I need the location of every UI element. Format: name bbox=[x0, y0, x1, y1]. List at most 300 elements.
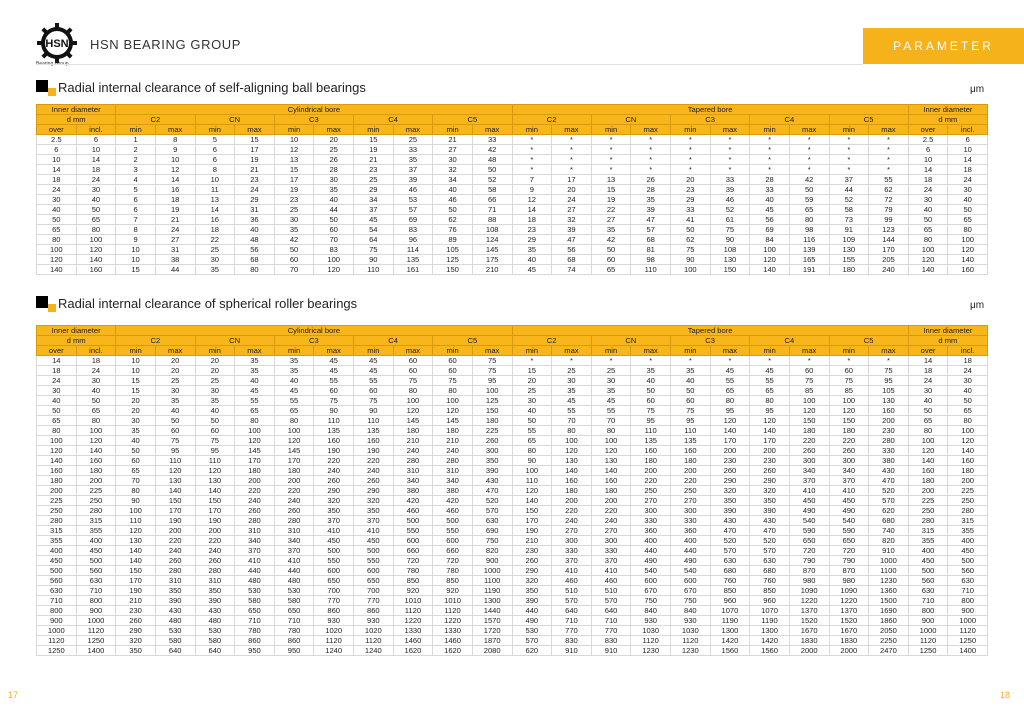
header-cell: C3 bbox=[671, 336, 750, 346]
header-cell: max bbox=[472, 346, 512, 356]
table-cell: 1000 bbox=[869, 556, 909, 566]
table-cell: 2050 bbox=[869, 626, 909, 636]
table-cell: 80 bbox=[37, 235, 77, 245]
table-cell: 780 bbox=[235, 626, 275, 636]
table-cell: 35 bbox=[274, 366, 314, 376]
table-cell: 62 bbox=[433, 215, 473, 225]
table-cell: 130 bbox=[869, 396, 909, 406]
table-cell: 130 bbox=[116, 536, 156, 546]
table-cell: 250 bbox=[948, 496, 988, 506]
table-cell: 1250 bbox=[37, 646, 77, 656]
table-cell: 135 bbox=[314, 426, 354, 436]
table-cell: 500 bbox=[393, 516, 433, 526]
table-cell: 20 bbox=[512, 376, 552, 386]
table-cell: 80 bbox=[948, 416, 988, 426]
table-cell: 450 bbox=[908, 556, 948, 566]
header-cell: Tapered bore bbox=[512, 105, 908, 115]
table-cell: 500 bbox=[908, 566, 948, 576]
table-cell: 65 bbox=[908, 225, 948, 235]
table-cell: 68 bbox=[631, 235, 671, 245]
table-cell: 1570 bbox=[472, 616, 512, 626]
table-cell: 420 bbox=[393, 496, 433, 506]
table-cell: 1370 bbox=[829, 606, 869, 616]
table-cell: 660 bbox=[433, 546, 473, 556]
table-cell: 160 bbox=[948, 456, 988, 466]
table-cell: 100 bbox=[948, 426, 988, 436]
table-cell: 200 bbox=[710, 446, 750, 456]
table-cell: 290 bbox=[512, 566, 552, 576]
table2-title: Radial internal clearance of spherical roller bearings bbox=[58, 296, 358, 311]
table-cell: 30 bbox=[591, 376, 631, 386]
table-cell: 30 bbox=[512, 396, 552, 406]
table-cell: 100 bbox=[274, 426, 314, 436]
header-divider bbox=[36, 64, 863, 65]
table-cell: 19 bbox=[274, 185, 314, 195]
table-cell: 33 bbox=[472, 135, 512, 145]
table-cell: 160 bbox=[591, 476, 631, 486]
header-cell: over bbox=[37, 125, 77, 135]
table-cell: 34 bbox=[433, 175, 473, 185]
table-cell: 130 bbox=[591, 456, 631, 466]
table-cell: 1010 bbox=[393, 596, 433, 606]
table-row bbox=[37, 376, 988, 386]
table-cell: 670 bbox=[631, 586, 671, 596]
header-cell: C4 bbox=[354, 115, 433, 125]
table-cell: 25 bbox=[155, 376, 195, 386]
table-cell: 500 bbox=[354, 546, 394, 556]
table-row bbox=[37, 245, 988, 255]
table-cell: 400 bbox=[671, 536, 711, 546]
table-row bbox=[37, 466, 988, 476]
table-cell: 710 bbox=[235, 616, 275, 626]
table-row bbox=[37, 536, 988, 546]
table-cell: 1690 bbox=[869, 606, 909, 616]
table-cell: 1560 bbox=[710, 646, 750, 656]
section-title-ball bbox=[36, 80, 636, 96]
table-cell: 18 bbox=[37, 366, 77, 376]
table-cell: 350 bbox=[512, 586, 552, 596]
table-cell: 590 bbox=[789, 526, 829, 536]
table-cell: 120 bbox=[948, 436, 988, 446]
table-cell: 6 bbox=[195, 145, 235, 155]
table-cell: 27 bbox=[433, 145, 473, 155]
table-cell: 60 bbox=[393, 366, 433, 376]
table-cell: 870 bbox=[789, 566, 829, 576]
table-cell: 10 bbox=[116, 356, 156, 366]
table-cell: 83 bbox=[314, 245, 354, 255]
table-cell: 520 bbox=[472, 496, 512, 506]
table-cell: 75 bbox=[354, 396, 394, 406]
table-cell: 20 bbox=[552, 185, 592, 195]
table-cell: 24 bbox=[908, 376, 948, 386]
table-cell: 37 bbox=[829, 175, 869, 185]
table-cell: 19 bbox=[591, 195, 631, 205]
table-cell: 140 bbox=[908, 456, 948, 466]
table-cell: 260 bbox=[829, 446, 869, 456]
table-cell: 50 bbox=[314, 215, 354, 225]
table-cell: 120 bbox=[552, 446, 592, 456]
table-cell: 1230 bbox=[869, 576, 909, 586]
table-cell: 1460 bbox=[433, 636, 473, 646]
table-cell: 68 bbox=[552, 255, 592, 265]
table-cell: 260 bbox=[195, 556, 235, 566]
header-cell: incl. bbox=[76, 125, 116, 135]
table-cell: 50 bbox=[948, 205, 988, 215]
table-cell: 65 bbox=[37, 416, 77, 426]
table-cell: 40 bbox=[116, 436, 156, 446]
table-cell: 35 bbox=[591, 386, 631, 396]
table-cell: * bbox=[552, 155, 592, 165]
table-cell: 600 bbox=[354, 566, 394, 576]
table-cell: 21 bbox=[354, 155, 394, 165]
table-cell: 930 bbox=[314, 616, 354, 626]
table-row bbox=[37, 556, 988, 566]
table-cell: 175 bbox=[472, 255, 512, 265]
table-cell: 80 bbox=[393, 386, 433, 396]
table-cell: 42 bbox=[274, 235, 314, 245]
table-cell: 35 bbox=[274, 225, 314, 235]
table-cell: 850 bbox=[393, 576, 433, 586]
table-cell: 450 bbox=[76, 546, 116, 556]
table-cell: 25 bbox=[591, 366, 631, 376]
table-cell: 1250 bbox=[76, 636, 116, 646]
table-cell: 65 bbox=[116, 466, 156, 476]
header-cell: Cylindrical bore bbox=[116, 326, 512, 336]
header-cell: C4 bbox=[750, 336, 829, 346]
table-cell: 530 bbox=[195, 626, 235, 636]
table-cell: 120 bbox=[789, 406, 829, 416]
table-cell: 600 bbox=[433, 536, 473, 546]
table-row bbox=[37, 426, 988, 436]
table-cell: 370 bbox=[829, 476, 869, 486]
table-cell: 230 bbox=[710, 456, 750, 466]
table-cell: 160 bbox=[908, 466, 948, 476]
table-cell: 75 bbox=[393, 376, 433, 386]
table-cell: 630 bbox=[472, 516, 512, 526]
table-cell: 310 bbox=[393, 466, 433, 476]
table-cell: 200 bbox=[671, 466, 711, 476]
table-cell: 70 bbox=[552, 416, 592, 426]
table-cell: 330 bbox=[869, 446, 909, 456]
table-cell: 150 bbox=[512, 506, 552, 516]
table-cell: 790 bbox=[789, 556, 829, 566]
table-cell: 470 bbox=[710, 526, 750, 536]
table-cell: 580 bbox=[274, 596, 314, 606]
header-cell: incl. bbox=[948, 125, 988, 135]
table-cell: 310 bbox=[195, 576, 235, 586]
table-cell: 570 bbox=[472, 506, 512, 516]
header-cell: min bbox=[750, 346, 790, 356]
table-cell: 260 bbox=[710, 466, 750, 476]
table-cell: 1190 bbox=[710, 616, 750, 626]
table-cell: 550 bbox=[354, 556, 394, 566]
table-cell: 100 bbox=[235, 426, 275, 436]
table-cell: * bbox=[631, 145, 671, 155]
table-cell: 40 bbox=[908, 205, 948, 215]
header-cell: min bbox=[512, 125, 552, 135]
table-cell: 50 bbox=[671, 386, 711, 396]
table-cell: 79 bbox=[869, 205, 909, 215]
table-cell: 640 bbox=[591, 606, 631, 616]
table-cell: 66 bbox=[472, 195, 512, 205]
header-cell: C5 bbox=[433, 115, 512, 125]
header-cell: min bbox=[671, 346, 711, 356]
table-cell: 340 bbox=[789, 466, 829, 476]
page-number-left: 17 bbox=[8, 690, 19, 700]
table-cell: 100 bbox=[552, 436, 592, 446]
header-cell: min bbox=[512, 346, 552, 356]
table-cell: 170 bbox=[869, 245, 909, 255]
table-cell: 330 bbox=[591, 546, 631, 556]
table-cell: 180 bbox=[274, 466, 314, 476]
table-cell: 24 bbox=[235, 185, 275, 195]
table-cell: 980 bbox=[829, 576, 869, 586]
table-cell: 400 bbox=[908, 546, 948, 556]
header-cell: max bbox=[552, 346, 592, 356]
table-cell: 310 bbox=[235, 526, 275, 536]
table-cell: 470 bbox=[750, 526, 790, 536]
table-cell: 580 bbox=[155, 636, 195, 646]
table-cell: 6 bbox=[908, 145, 948, 155]
table-cell: 100 bbox=[393, 396, 433, 406]
table-cell: 75 bbox=[314, 396, 354, 406]
table-cell: 105 bbox=[869, 386, 909, 396]
table-cell: 120 bbox=[710, 416, 750, 426]
table-cell: 73 bbox=[829, 215, 869, 225]
table-cell: 150 bbox=[710, 265, 750, 275]
table-cell: 250 bbox=[76, 496, 116, 506]
table-cell: 140 bbox=[37, 265, 77, 275]
header-cell: Inner diameter bbox=[908, 326, 987, 336]
section-label: PARAMETER bbox=[893, 39, 994, 53]
table-cell: 1090 bbox=[789, 586, 829, 596]
table-cell: 140 bbox=[116, 556, 156, 566]
table-cell: 190 bbox=[116, 586, 156, 596]
table-cell: 100 bbox=[433, 396, 473, 406]
table-cell: 50 bbox=[631, 386, 671, 396]
table-cell: * bbox=[710, 145, 750, 155]
table-cell: 40 bbox=[750, 195, 790, 205]
table-cell: 190 bbox=[314, 446, 354, 456]
table-cell: 480 bbox=[274, 576, 314, 586]
table-cell: 490 bbox=[789, 506, 829, 516]
table-cell: 53 bbox=[393, 195, 433, 205]
table-cell: 25 bbox=[552, 366, 592, 376]
header-cell: min bbox=[591, 125, 631, 135]
table-cell: 65 bbox=[908, 416, 948, 426]
table-cell: 300 bbox=[671, 506, 711, 516]
table-row bbox=[37, 205, 988, 215]
table-cell: 155 bbox=[829, 255, 869, 265]
table-cell: 50 bbox=[76, 396, 116, 406]
header-cell: d mm bbox=[908, 336, 987, 346]
table-cell: * bbox=[789, 145, 829, 155]
table-cell: 18 bbox=[76, 165, 116, 175]
table-cell: 58 bbox=[472, 185, 512, 195]
table-cell: 580 bbox=[195, 636, 235, 646]
table-cell: 18 bbox=[948, 356, 988, 366]
header-cell: C3 bbox=[274, 115, 353, 125]
table-cell: 590 bbox=[829, 526, 869, 536]
table-cell: 720 bbox=[829, 546, 869, 556]
table-cell: * bbox=[869, 165, 909, 175]
table-cell: 790 bbox=[829, 556, 869, 566]
table-cell: 1030 bbox=[671, 626, 711, 636]
table-cell: 1120 bbox=[631, 636, 671, 646]
table-cell: 430 bbox=[472, 476, 512, 486]
table-cell: 139 bbox=[789, 245, 829, 255]
page-header bbox=[0, 0, 1024, 70]
table-cell: 60 bbox=[829, 366, 869, 376]
table-cell: 770 bbox=[591, 626, 631, 636]
table-cell: 44 bbox=[314, 205, 354, 215]
table-cell: 65 bbox=[750, 386, 790, 396]
table-cell: 430 bbox=[710, 516, 750, 526]
table-cell: 440 bbox=[235, 566, 275, 576]
table-cell: 95 bbox=[710, 406, 750, 416]
table-cell: 1120 bbox=[948, 626, 988, 636]
table-cell: 400 bbox=[76, 536, 116, 546]
table-row bbox=[37, 255, 988, 265]
table-cell: 52 bbox=[829, 195, 869, 205]
table-cell: 100 bbox=[472, 386, 512, 396]
table-cell: * bbox=[671, 165, 711, 175]
table-cell: 80 bbox=[908, 235, 948, 245]
table-cell: 1860 bbox=[869, 616, 909, 626]
table-cell: 150 bbox=[155, 496, 195, 506]
table-cell: 39 bbox=[631, 205, 671, 215]
table-cell: 260 bbox=[512, 556, 552, 566]
table-cell: 225 bbox=[948, 486, 988, 496]
table-cell: 2.5 bbox=[37, 135, 77, 145]
table-cell: 450 bbox=[314, 536, 354, 546]
table-cell: 70 bbox=[274, 265, 314, 275]
table-cell: 240 bbox=[235, 496, 275, 506]
table-cell: 120 bbox=[76, 436, 116, 446]
table-cell: 110 bbox=[116, 516, 156, 526]
ball-bearing-clearance-table bbox=[36, 104, 988, 275]
header-cell: Tapered bore bbox=[512, 326, 908, 336]
table-cell: 90 bbox=[512, 456, 552, 466]
table-cell: 160 bbox=[552, 476, 592, 486]
table-cell: 45 bbox=[512, 265, 552, 275]
table-cell: 860 bbox=[235, 636, 275, 646]
table-cell: 620 bbox=[869, 506, 909, 516]
table-cell: 30 bbox=[908, 195, 948, 205]
table-cell: 340 bbox=[829, 466, 869, 476]
table-cell: 450 bbox=[789, 496, 829, 506]
table-cell: 29 bbox=[235, 195, 275, 205]
header-cell: min bbox=[671, 125, 711, 135]
table-cell: 19 bbox=[354, 145, 394, 155]
table-cell: 20 bbox=[195, 366, 235, 376]
table-cell: 60 bbox=[314, 386, 354, 396]
table-cell: 460 bbox=[591, 576, 631, 586]
table-cell: 180 bbox=[829, 426, 869, 436]
table-cell: 80 bbox=[433, 386, 473, 396]
table-cell: 550 bbox=[393, 526, 433, 536]
table-cell: 830 bbox=[552, 636, 592, 646]
table-cell: 24 bbox=[37, 185, 77, 195]
header-cell: over bbox=[908, 125, 948, 135]
table-cell: 50 bbox=[76, 205, 116, 215]
table-cell: 110 bbox=[354, 416, 394, 426]
table-cell: 910 bbox=[591, 646, 631, 656]
table-cell: 430 bbox=[155, 606, 195, 616]
header-row-groups bbox=[37, 326, 988, 336]
table-cell: 30 bbox=[552, 376, 592, 386]
table-cell: 70 bbox=[314, 235, 354, 245]
table-cell: 1300 bbox=[472, 596, 512, 606]
table-cell: 540 bbox=[631, 566, 671, 576]
table-cell: 180 bbox=[552, 486, 592, 496]
table-cell: 160 bbox=[76, 456, 116, 466]
table-cell: 180 bbox=[631, 456, 671, 466]
table-cell: 170 bbox=[235, 456, 275, 466]
table-cell: 65 bbox=[710, 386, 750, 396]
table-cell: 200 bbox=[869, 416, 909, 426]
table-cell: 150 bbox=[789, 416, 829, 426]
table-cell: 65 bbox=[948, 215, 988, 225]
table-row bbox=[37, 386, 988, 396]
table-cell: 40 bbox=[37, 205, 77, 215]
table-cell: 145 bbox=[274, 446, 314, 456]
table-cell: * bbox=[869, 145, 909, 155]
header-cell: C5 bbox=[829, 336, 908, 346]
header-cell: min bbox=[829, 346, 869, 356]
table-cell: 180 bbox=[948, 466, 988, 476]
table-cell: 450 bbox=[354, 536, 394, 546]
table-cell: 42 bbox=[472, 145, 512, 155]
table-cell: 18 bbox=[195, 225, 235, 235]
table-cell: 220 bbox=[274, 486, 314, 496]
table-cell: 300 bbox=[789, 456, 829, 466]
page-number-right: 18 bbox=[999, 690, 1010, 700]
table-cell: 710 bbox=[552, 616, 592, 626]
table-cell: 20 bbox=[116, 396, 156, 406]
table-cell: 240 bbox=[433, 446, 473, 456]
table-cell: 900 bbox=[908, 616, 948, 626]
table-cell: 69 bbox=[393, 215, 433, 225]
table-cell: 350 bbox=[116, 646, 156, 656]
header-cell: max bbox=[552, 125, 592, 135]
table-cell: 320 bbox=[512, 576, 552, 586]
table-cell: 20 bbox=[671, 175, 711, 185]
table-cell: 570 bbox=[869, 496, 909, 506]
table-cell: 320 bbox=[354, 496, 394, 506]
table-cell: 135 bbox=[354, 426, 394, 436]
table-cell: 58 bbox=[829, 205, 869, 215]
table-cell: 120 bbox=[76, 245, 116, 255]
table-cell: 10 bbox=[908, 155, 948, 165]
table-cell: 210 bbox=[116, 596, 156, 606]
table-cell: 36 bbox=[235, 215, 275, 225]
table-cell: 80 bbox=[789, 215, 829, 225]
table-cell: 98 bbox=[789, 225, 829, 235]
table-cell: 10 bbox=[274, 135, 314, 145]
table-cell: 57 bbox=[631, 225, 671, 235]
table-cell: * bbox=[552, 165, 592, 175]
table-cell: 110 bbox=[631, 265, 671, 275]
table-cell: 870 bbox=[829, 566, 869, 576]
table-cell: 65 bbox=[76, 406, 116, 416]
table-cell: 290 bbox=[750, 476, 790, 486]
header-cell: CN bbox=[591, 336, 670, 346]
table-cell: 1220 bbox=[829, 596, 869, 606]
table-cell: 530 bbox=[512, 626, 552, 636]
table-cell: 50 bbox=[472, 165, 512, 175]
table-cell: 770 bbox=[552, 626, 592, 636]
